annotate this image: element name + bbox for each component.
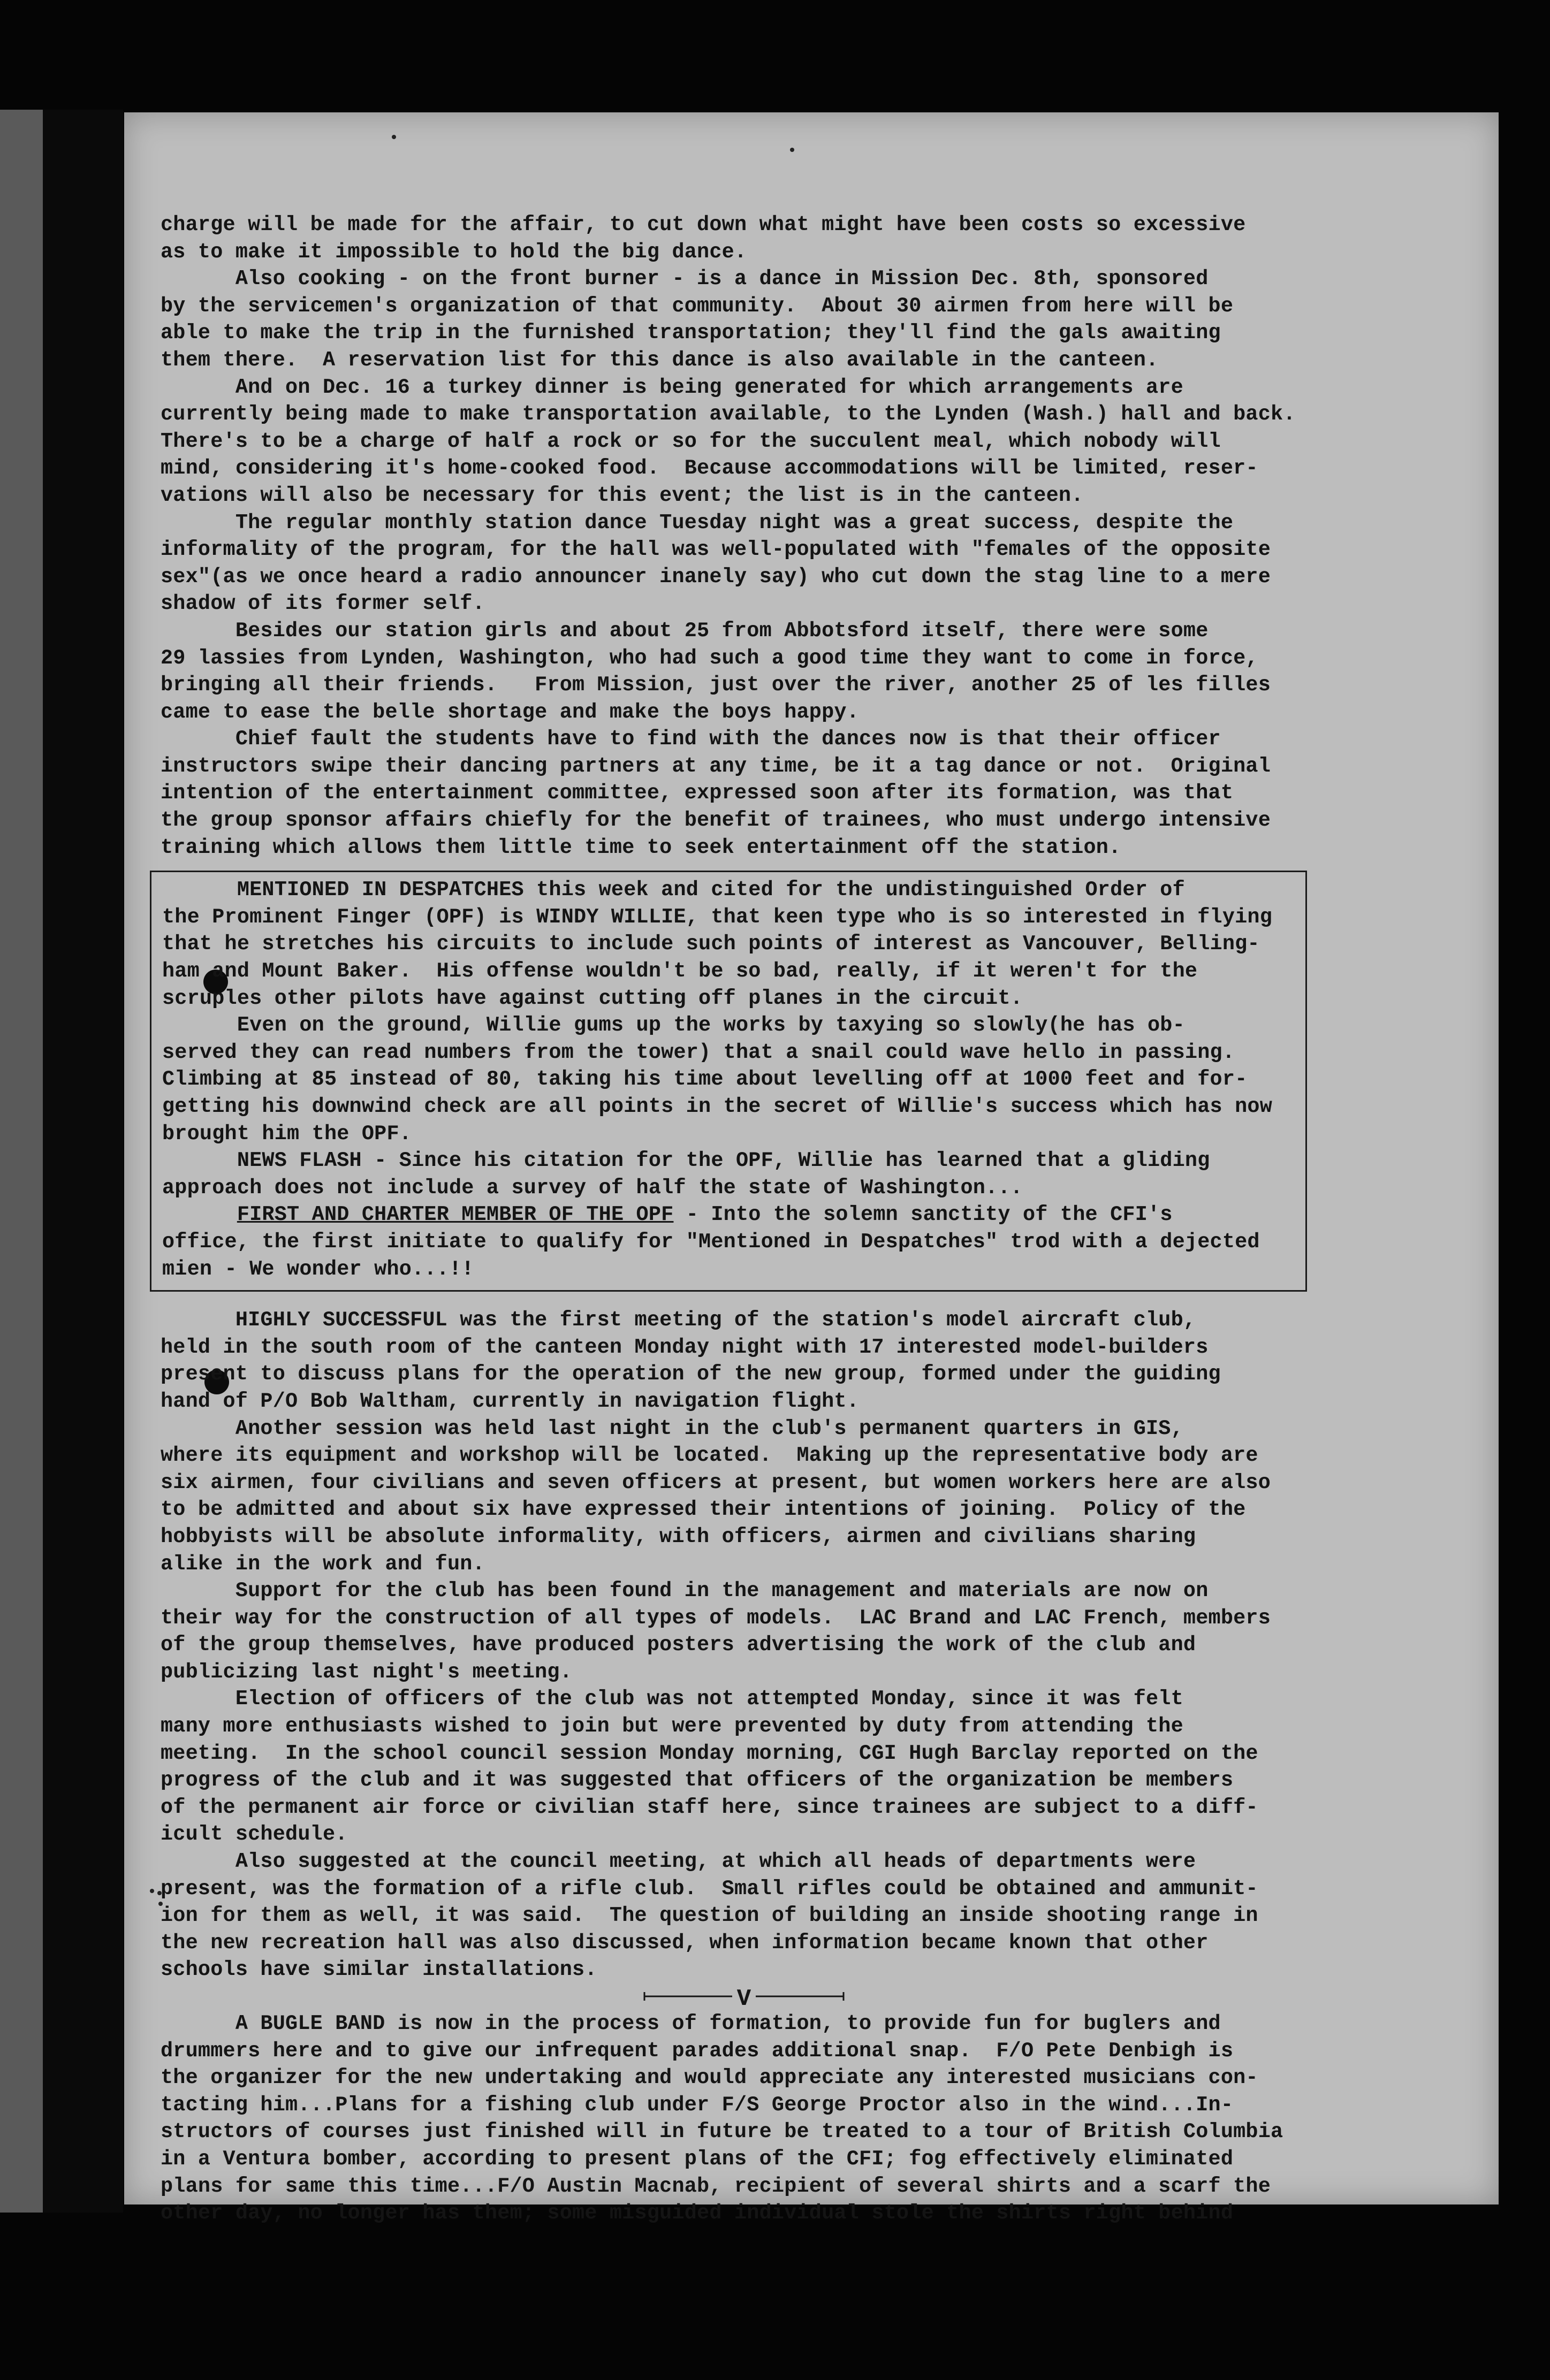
- text-line: There's to be a charge of half a rock or so for the succulent meal, which nobody will: [161, 429, 1221, 453]
- text-line: informality of the program, for the hall was well-populated with "females of the opposite: [161, 538, 1271, 562]
- section-divider: [161, 1984, 1327, 2010]
- text-line: Support for the club has been found in the management and materials are now on: [161, 1579, 1209, 1603]
- text-line: alike in the work and fun.: [161, 1552, 485, 1576]
- text-line: instructors swipe their dancing partners at any time, be it a tag dance or not. Original: [161, 754, 1271, 778]
- text-line: The regular monthly station dance Tuesday night was a great success, despite the: [161, 510, 1234, 535]
- text-line: ion for them as well, it was said. The question of building an inside shooting range in: [161, 1904, 1258, 1928]
- text-line: bringing all their friends. From Mission, just over the river, another 25 of les filles: [161, 673, 1271, 697]
- text-line: vations will also be necessary for this event; the list is in the canteen.: [161, 483, 1084, 507]
- box-text-line: Even on the ground, Willie gums up the works by taxying so slowly(he has ob-: [162, 1013, 1185, 1038]
- model-aircraft-club-article: [161, 1307, 1327, 1984]
- text-line: hobbyists will be absolute informality, with officers, airmen and civilians sharing: [161, 1524, 1196, 1548]
- box-text-line: NEWS FLASH - Since his citation for the OPF, Willie has learned that a gliding: [162, 1149, 1210, 1173]
- dance-announcements: [161, 211, 1327, 861]
- box-text-line: getting his downwind check are all points in the secret of Willie's success which has now: [162, 1095, 1273, 1118]
- speck: [392, 135, 396, 139]
- text-line: charge will be made for the affair, to cut down what might have been costs so excessive: [161, 213, 1246, 237]
- text-line: icult schedule.: [161, 1822, 348, 1847]
- text-line: Also suggested at the council meeting, at which all heads of departments were: [161, 1850, 1196, 1874]
- text-line: Besides our station girls and about 25 from Abbotsford itself, there were some: [161, 619, 1209, 643]
- box-text-line: Climbing at 85 instead of 80, taking his time about levelling off at 1000 feet and for-: [162, 1067, 1248, 1092]
- box-text-line: approach does not include a survey of half the state of Washington...: [162, 1176, 1023, 1200]
- text-line: intention of the entertainment committee, expressed soon after its formation, was that: [161, 781, 1234, 805]
- divider-v: V: [736, 1986, 751, 2009]
- box-text-line: office, the first initiate to qualify for "Mentioned in Despatches" trod with a dejected: [162, 1230, 1260, 1254]
- bugle-band-article: [161, 2010, 1327, 2227]
- mentioned-in-despatches-box: [150, 871, 1307, 1292]
- text-line: A BUGLE BAND is now in the process of formation, to provide fun for buglers and: [161, 2012, 1221, 2035]
- box-text-line: FIRST AND CHARTER MEMBER OF THE OPF - Into the solemn sanctity of the CFI's: [237, 1203, 1173, 1227]
- text-line: other day, no longer has them; some misguided individual stole the shirts right behind: [161, 2201, 1234, 2225]
- text-line: Election of officers of the club was not attempted Monday, since it was felt: [161, 1687, 1183, 1711]
- text-line: 29 lassies from Lynden, Washington, who had such a good time they want to come in force,: [161, 646, 1258, 670]
- text-line: to be admitted and about six have expressed their intentions of joining. Policy of the: [161, 1498, 1246, 1522]
- text-line: able to make the trip in the furnished transportation; they'll find the gals awaiting: [161, 321, 1221, 345]
- divider-rule: [642, 1986, 846, 2009]
- text-line: the organizer for the new undertaking and would appreciate any interested musicians con-: [161, 2066, 1258, 2090]
- box-text-line: scruples other pilots have against cutting off planes in the circuit.: [162, 986, 1023, 1010]
- box-text-line: ham and Mount Baker. His offense wouldn't be so bad, really, if it weren't for the: [162, 959, 1198, 983]
- text-line: Another session was held last night in the club's permanent quarters in GIS,: [161, 1416, 1183, 1440]
- text-line: currently being made to make transportation available, to the Lynden (Wash.) hall and back.: [161, 402, 1296, 426]
- text-line: progress of the club and it was suggested that officers of the organization be members: [161, 1768, 1234, 1792]
- text-line: plans for same this time...F/O Austin Macnab, recipient of several shirts and a scarf the: [161, 2174, 1271, 2198]
- text-line: structors of courses just finished will in future be treated to a tour of British Columbia: [161, 2120, 1283, 2144]
- text-line: in a Ventura bomber, according to present plans of the CFI; fog effectively eliminated: [161, 2147, 1234, 2171]
- text-line: as to make it impossible to hold the big dance.: [161, 240, 747, 264]
- text-line: publicizing last night's meeting.: [161, 1660, 573, 1684]
- box-text-line: served they can read numbers from the tower) that a snail could wave hello in passing.: [162, 1040, 1235, 1064]
- text-line: came to ease the belle shortage and make the boys happy.: [161, 700, 860, 724]
- text-line: HIGHLY SUCCESSFUL was the first meeting of the station's model aircraft club,: [161, 1308, 1196, 1332]
- text-line: of the group themselves, have produced posters advertising the work of the club and: [161, 1633, 1196, 1657]
- text-line: Chief fault the students have to find with the dances now is that their officer: [161, 727, 1221, 751]
- speck: [790, 148, 794, 152]
- document-body: [161, 211, 1327, 2227]
- text-line: them there. A reservation list for this dance is also available in the canteen.: [161, 348, 1159, 372]
- text-line: of the permanent air force or civilian staff here, since trainees are subject to a diff-: [161, 1795, 1258, 1819]
- text-line: meeting. In the school council session Monday morning, CGI Hugh Barclay reported on the: [161, 1741, 1258, 1765]
- film-gap: [43, 110, 123, 2213]
- box-text-line: mien - We wonder who...!!: [162, 1257, 474, 1281]
- text-line: the new recreation hall was also discussed, when information became known that other: [161, 1931, 1209, 1955]
- adjacent-page-edge: [0, 110, 43, 2213]
- text-line: tacting him...Plans for a fishing club under F/S George Proctor also in the wind...In-: [161, 2093, 1234, 2117]
- text-line: mind, considering it's home-cooked food. Because accommodations will be limited, reser-: [161, 456, 1258, 480]
- text-line: shadow of its former self.: [161, 592, 485, 616]
- underlined-heading: FIRST AND CHARTER MEMBER OF THE OPF: [237, 1203, 674, 1227]
- text-line: sex"(as we once heard a radio announcer inanely say) who cut down the stag line to a mere: [161, 565, 1271, 589]
- text-line: their way for the construction of all types of models. LAC Brand and LAC French, members: [161, 1606, 1271, 1630]
- text-line: Also cooking - on the front burner - is a dance in Mission Dec. 8th, sponsored: [161, 267, 1209, 291]
- text-line: the group sponsor affairs chiefly for the benefit of trainees, who must undergo intensive: [161, 808, 1271, 833]
- text-line: held in the south room of the canteen Monday night with 17 interested model-builders: [161, 1335, 1209, 1359]
- text-line: And on Dec. 16 a turkey dinner is being generated for which arrangements are: [161, 375, 1183, 399]
- text-line: schools have similar installations.: [161, 1958, 597, 1982]
- box-text-line: the Prominent Finger (OPF) is WINDY WILLIE, that keen type who is so interested in flying: [162, 905, 1273, 929]
- box-text-line: that he stretches his circuits to include such points of interest as Vancouver, Belling-: [162, 932, 1260, 956]
- text-line: by the servicemen's organization of that community. About 30 airmen from here will be: [161, 294, 1234, 318]
- text-line: six airmen, four civilians and seven officers at present, but women workers here are also: [161, 1470, 1271, 1494]
- text-line: present to discuss plans for the operation of the new group, formed under the guiding: [161, 1362, 1221, 1386]
- text-line: training which allows them little time to seek entertainment off the station.: [161, 835, 1121, 859]
- text-line: hand of P/O Bob Waltham, currently in navigation flight.: [161, 1389, 860, 1413]
- text-line: drummers here and to give our infrequent parades additional snap. F/O Pete Denbigh is: [161, 2039, 1234, 2063]
- text-line: present, was the formation of a rifle club. Small rifles could be obtained and ammunit-: [161, 1876, 1258, 1901]
- box-text-line: brought him the OPF.: [162, 1122, 412, 1146]
- text-line: where its equipment and workshop will be located. Making up the representative body are: [161, 1444, 1258, 1468]
- box-text-line: MENTIONED IN DESPATCHES this week and cited for the undistinguished Order of: [162, 878, 1185, 902]
- text-line: many more enthusiasts wished to join but were prevented by duty from attending the: [161, 1714, 1183, 1738]
- speck: [150, 1889, 154, 1893]
